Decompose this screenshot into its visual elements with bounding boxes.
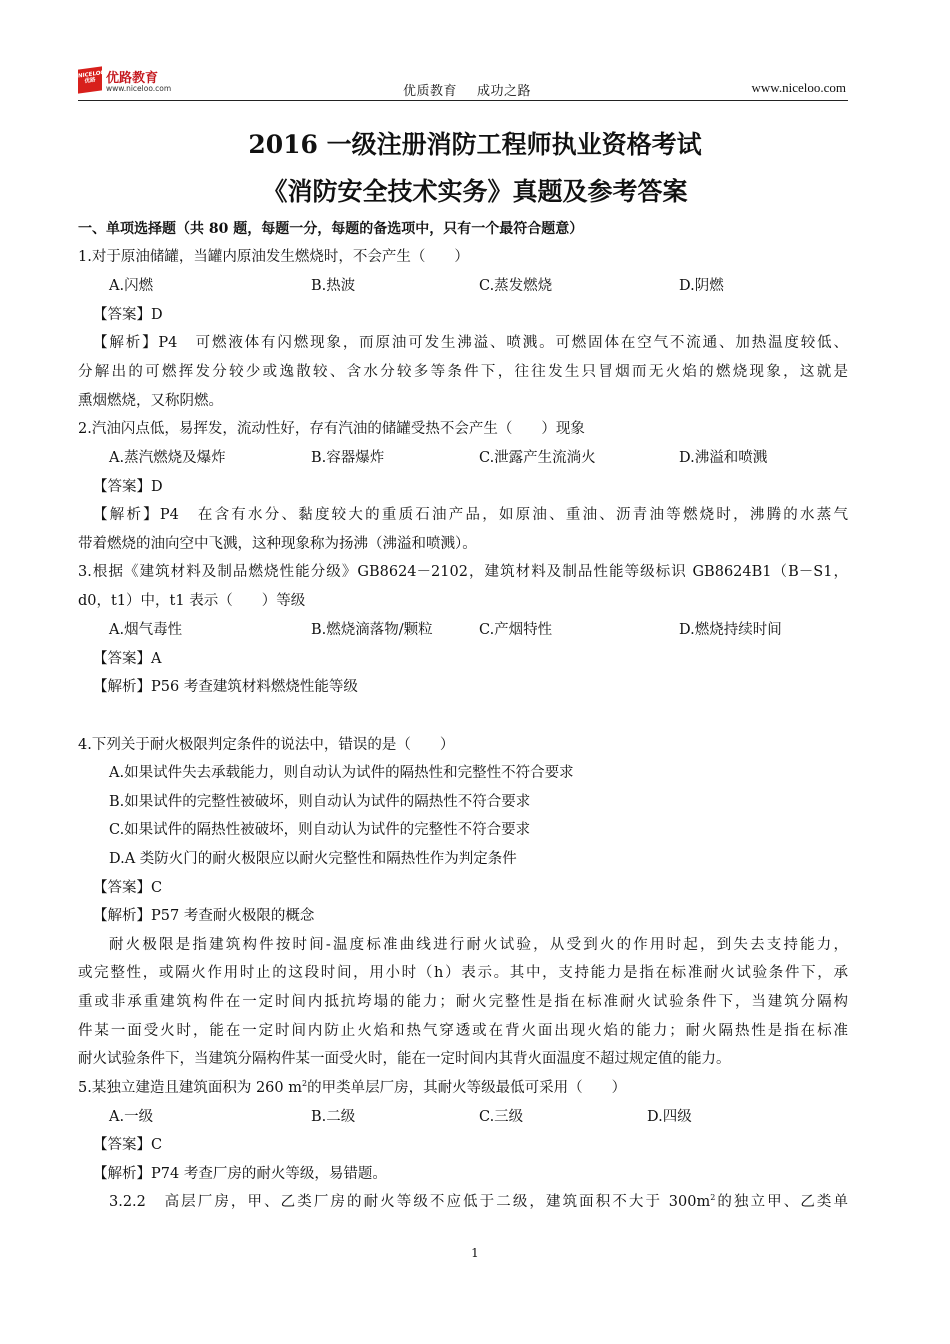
logo-name: 优路教育 — [106, 71, 159, 86]
q3-option-c: C.产烟特性 — [479, 622, 553, 638]
q4-paragraph-line-5: 耐火试验条件下，当建筑分隔构件某一面受火时，能在一定时间内其背火面温度不超过规定值的能力。 — [78, 1051, 731, 1067]
q1-option-a: A.闪燃 — [109, 278, 154, 294]
q2-explanation-line-1: 【解析】P4 在含有水分、黏度较大的重质石油产品，如原油、重油、沥青油等燃烧时，沸腾的水蒸气 — [93, 507, 848, 523]
q5-option-c: C.三级 — [479, 1109, 524, 1125]
q2-answer: 【答案】D — [93, 479, 163, 495]
q4-option-d: D.A 类防火门的耐火极限应以耐火完整性和隔热性作为判定条件 — [109, 851, 517, 867]
q3-stem-line-1: 3.根据《建筑材料及制品燃烧性能分级》GB8624－2102，建筑材料及制品性能等级标识 GB8624B1（B－S1， — [78, 564, 848, 580]
q3-option-a: A.烟气毒性 — [109, 622, 183, 638]
q5-reference-clause: 3.2.2 高层厂房，甲、乙类厂房的耐火等级不应低于二级，建筑面积不大于 $300m^2$的独立甲、乙类单 — [109, 1193, 848, 1210]
q1-option-d: D.阴燃 — [679, 278, 724, 294]
q5-answer: 【答案】C — [93, 1137, 163, 1153]
q5-stem: 5.某独立建造且建筑面积为 260 $m^2$的甲类单层厂房，其耐火等级最低可采用（ ） — [78, 1079, 627, 1096]
q3-answer: 【答案】A — [93, 651, 162, 667]
q5-option-a: A.一级 — [109, 1109, 154, 1125]
q3-option-b: B.燃烧滴落物/颗粒 — [311, 622, 433, 638]
q4-answer: 【答案】C — [93, 880, 163, 896]
header-website: www.niceloo.com — [751, 80, 846, 95]
q2-option-d: D.沸溢和喷溅 — [679, 450, 768, 466]
doc-title-line-2: 《消防安全技术实务》真题及参考答案 — [262, 177, 688, 206]
q1-answer: 【答案】D — [93, 307, 163, 323]
q4-option-c: C.如果试件的隔热性被破坏，则自动认为试件的完整性不符合要求 — [109, 822, 531, 838]
niceloo-logo — [78, 66, 188, 96]
q5-option-d: D.四级 — [647, 1109, 692, 1125]
section-heading: 一、单项选择题（共 80 题，每题一分，每题的备选项中，只有一个最符合题意） — [78, 221, 584, 237]
q4-option-a: A.如果试件失去承载能力，则自动认为试件的隔热性和完整性不符合要求 — [109, 765, 574, 781]
q4-paragraph-line-1: 耐火极限是指建筑构件按时间-温度标准曲线进行耐火试验，从受到火的作用时起，到失去支持能力， — [109, 937, 848, 953]
q1-option-c: C.蒸发燃烧 — [479, 278, 553, 294]
q4-stem: 4.下列关于耐火极限判定条件的说法中，错误的是（ ） — [78, 737, 455, 753]
q4-paragraph-line-3: 重或非承重建筑构件在一定时间内抵抗垮塌的能力；耐火完整性是指在标准耐火试验条件下，当建筑分隔构 — [78, 994, 848, 1010]
q2-option-c: C.泄露产生流淌火 — [479, 450, 596, 466]
q1-option-b: B.热波 — [311, 278, 356, 294]
doc-title-line-1: 2016 一级注册消防工程师执业资格考试 — [248, 130, 702, 159]
q1-explanation-line-1: 【解析】P4 可燃液体有闪燃现象，而原油可发生沸溢、喷溅。可燃固体在空气不流通、加热温度较低、 — [93, 335, 848, 351]
q4-paragraph-line-2: 或完整性，或隔火作用时止的这段时间，用小时（h）表示。其中，支持能力是指在标准耐火试验条件下，承 — [78, 965, 848, 981]
q2-explanation-line-2: 带着燃烧的油向空中飞溅，这种现象称为扬沸（沸溢和喷溅）。 — [78, 536, 477, 552]
q1-explanation-line-2: 分解出的可燃挥发分较少或逸散较、含水分较多等条件下，往往发生只冒烟而无火焰的燃烧现象，这就是 — [78, 364, 848, 380]
q5-explanation-line-1: 【解析】P74 考查厂房的耐火等级，易错题。 — [93, 1166, 387, 1182]
q5-option-b: B.二级 — [311, 1109, 356, 1125]
logo-url: www.niceloo.com — [106, 84, 172, 93]
q1-stem: 1.对于原油储罐，当罐内原油发生燃烧时，不会产生（ ） — [78, 249, 469, 265]
header-slogan: 优质教育 成功之路 — [403, 84, 532, 99]
q4-paragraph-line-4: 件某一面受火时，能在一定时间内防止火焰和热气穿透或在背火面出现火焰的能力；耐火隔热性是指在标准 — [78, 1023, 848, 1039]
q1-explanation-line-3: 熏烟燃烧，又称阴燃。 — [78, 393, 223, 409]
q3-stem-line-2: d0，t1）中，t1 表示（ ）等级 — [78, 593, 306, 609]
q2-stem: 2.汽油闪点低，易挥发，流动性好，存有汽油的储罐受热不会产生（ ）现象 — [78, 421, 585, 437]
q3-option-d: D.燃烧持续时间 — [679, 622, 782, 638]
q4-explanation-line-1: 【解析】P57 考查耐火极限的概念 — [93, 908, 315, 924]
q4-option-b: B.如果试件的完整性被破坏，则自动认为试件的隔热性不符合要求 — [109, 794, 531, 810]
page-header — [78, 66, 848, 101]
q3-explanation-line-1: 【解析】P56 考查建筑材料燃烧性能等级 — [93, 679, 358, 695]
logo-badge-icon: NICELOO 优路 — [78, 66, 102, 93]
q2-option-b: B.容器爆炸 — [311, 450, 385, 466]
page-number: 1 — [471, 1246, 479, 1260]
q2-option-a: A.蒸汽燃烧及爆炸 — [109, 450, 226, 466]
